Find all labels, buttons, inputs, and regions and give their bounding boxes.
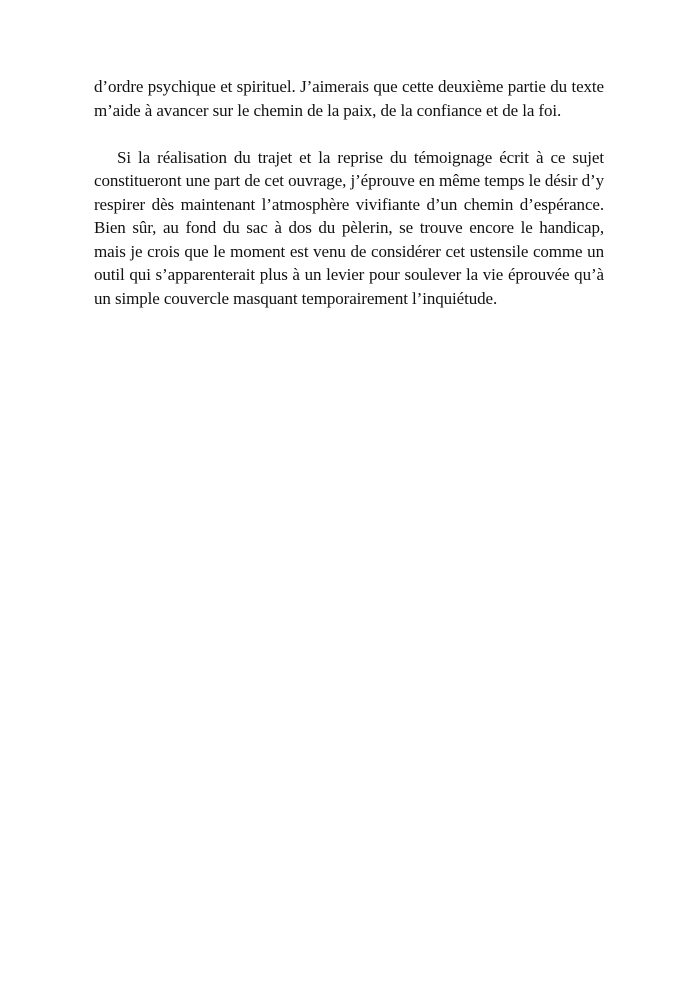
body-text — [94, 75, 604, 310]
paragraph-1: d’ordre psychique et spirituel. J’aimerais que cette deuxième partie du texte m’aide à avancer sur le chemin de la paix, de la confiance et de la foi. — [94, 77, 604, 120]
paragraph-2: Si la réalisation du trajet et la reprise du témoignage écrit à ce sujet constitueront une part de cet ouvrage, j’éprouve en même temps le désir d’y respirer dès maintenant l’atmosphère vivifiante d’un chemin d’espérance. Bien sûr, au fond du sac à dos du pèlerin, se trouve encore le handicap, mais je crois que le moment est venu de considérer cet ustensile comme un outil qui s’apparenterait plus à un levier pour soulever la vie éprouvée qu’à un simple couvercle masquant temporairement l’inquiétude. — [94, 147, 604, 308]
